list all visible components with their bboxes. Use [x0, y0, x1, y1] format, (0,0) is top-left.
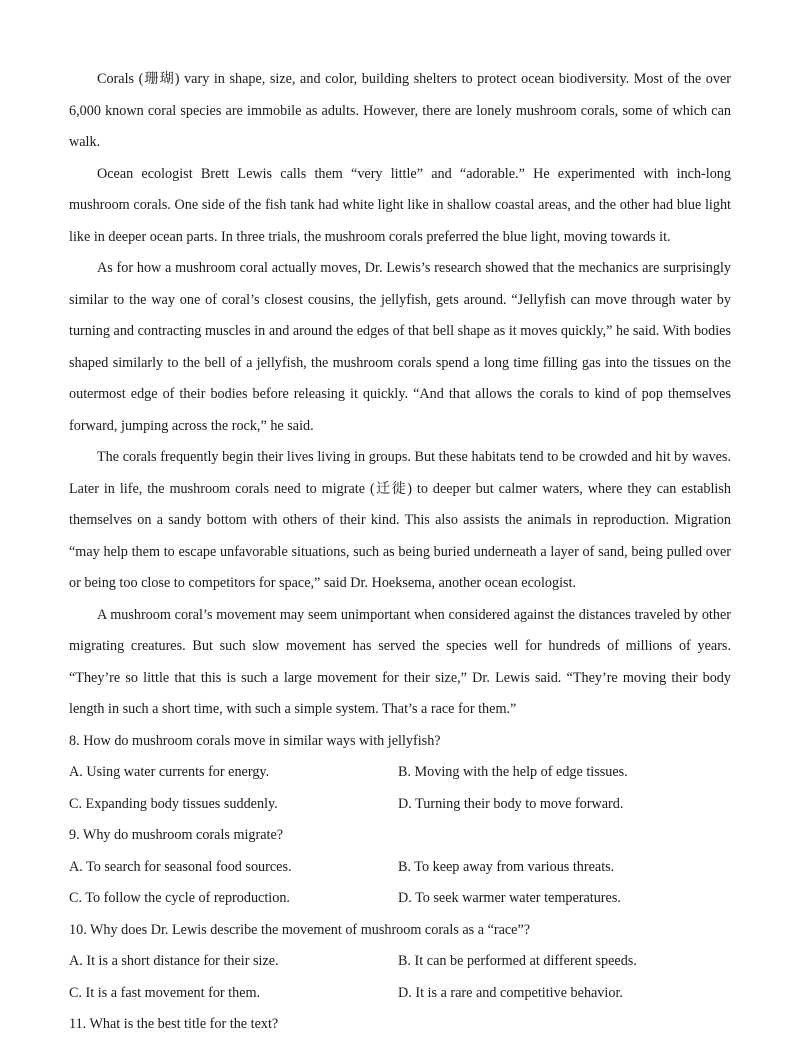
option-c: C. Expanding body tissues suddenly.: [69, 795, 278, 812]
answer-options: [69, 946, 731, 1009]
question-stem: 8. How do mushroom corals move in similar ways with jellyfish?: [69, 732, 441, 749]
option-b: B. To keep away from various threats.: [398, 858, 615, 875]
option-d: D. To seek warmer water temperatures.: [398, 890, 621, 906]
option-b: B. It can be performed at different speeds.: [398, 953, 637, 969]
option-c: C. It is a fast movement for them.: [69, 984, 261, 1001]
question-10: [69, 915, 731, 1010]
answer-options: [69, 852, 731, 915]
option-d: D. It is a rare and competitive behavior.: [398, 984, 623, 1001]
question-11: [69, 1009, 731, 1041]
question-stem: 11. What is the best title for the text?: [69, 1016, 279, 1032]
option-b: B. Moving with the help of edge tissues.: [398, 764, 628, 780]
option-a: A. To search for seasonal food sources.: [69, 858, 292, 875]
passage-paragraph-4: The corals frequently begin their lives living in groups. But these habitats tend to be crowded and hit by waves. Later in life, the mushroom corals need to migrate (迁徙) to deeper but calmer waters, where they can establish themselves on a sandy bottom with others of their kind. This also assists the animals in reproduction. Migration “may help them to escape unfavorable situations, such as being buried underneath a layer of sand, being pulled over or being too close to competitors for space,” said Dr. Hoeksema, another ocean ecologist.: [69, 449, 731, 591]
document-page: [69, 64, 731, 1041]
question-9: [69, 820, 731, 915]
option-a: A. It is a short distance for their size.: [69, 953, 279, 969]
passage-paragraph-1: Corals (珊瑚) vary in shape, size, and color, building shelters to protect ocean biodiversity. Most of the over 6,000 known coral species are immobile as adults. However, there are lonely mushroom corals, some of which can walk.: [69, 71, 731, 150]
passage-paragraph-2: Ocean ecologist Brett Lewis calls them “very little” and “adorable.” He experimented with inch-long mushroom corals. One side of the fish tank had white light like in shallow coastal areas, and the other had blue light like in deeper ocean parts. In three trials, the mushroom corals preferred the blue light, moving towards it.: [69, 165, 731, 245]
option-c: C. To follow the cycle of reproduction.: [69, 890, 290, 906]
question-stem: 10. Why does Dr. Lewis describe the movement of mushroom corals as a “race”?: [69, 921, 531, 938]
option-a: A. Using water currents for energy.: [69, 764, 270, 780]
question-stem: 9. Why do mushroom corals migrate?: [69, 827, 284, 843]
question-8: [69, 726, 731, 821]
passage-paragraph-5: A mushroom coral’s movement may seem unimportant when considered against the distances traveled by other migrating creatures. But such slow movement has served the species well for hundreds of millions of years. “They’re so little that this is such a large movement for their size,” Dr. Lewis said. “They’re moving their body length in such a short time, with such a simple system. That’s a race for them.”: [69, 606, 731, 717]
option-d: D. Turning their body to move forward.: [398, 795, 624, 812]
passage-paragraph-3: As for how a mushroom coral actually moves, Dr. Lewis’s research showed that the mechanics are surprisingly similar to the way one of coral’s closest cousins, the jellyfish, gets around. “Jellyfish can move through water by turning and contracting muscles in and around the edges of that bell shape as it moves quickly,” he said. With bodies shaped similarly to the bell of a jellyfish, the mushroom corals spend a long time filling gas into the tissues on the outermost edge of their bodies before releasing it quickly. “And that allows the corals to kind of pop themselves forward, jumping across the rock,” he said.: [69, 260, 731, 434]
answer-options: [69, 757, 731, 820]
